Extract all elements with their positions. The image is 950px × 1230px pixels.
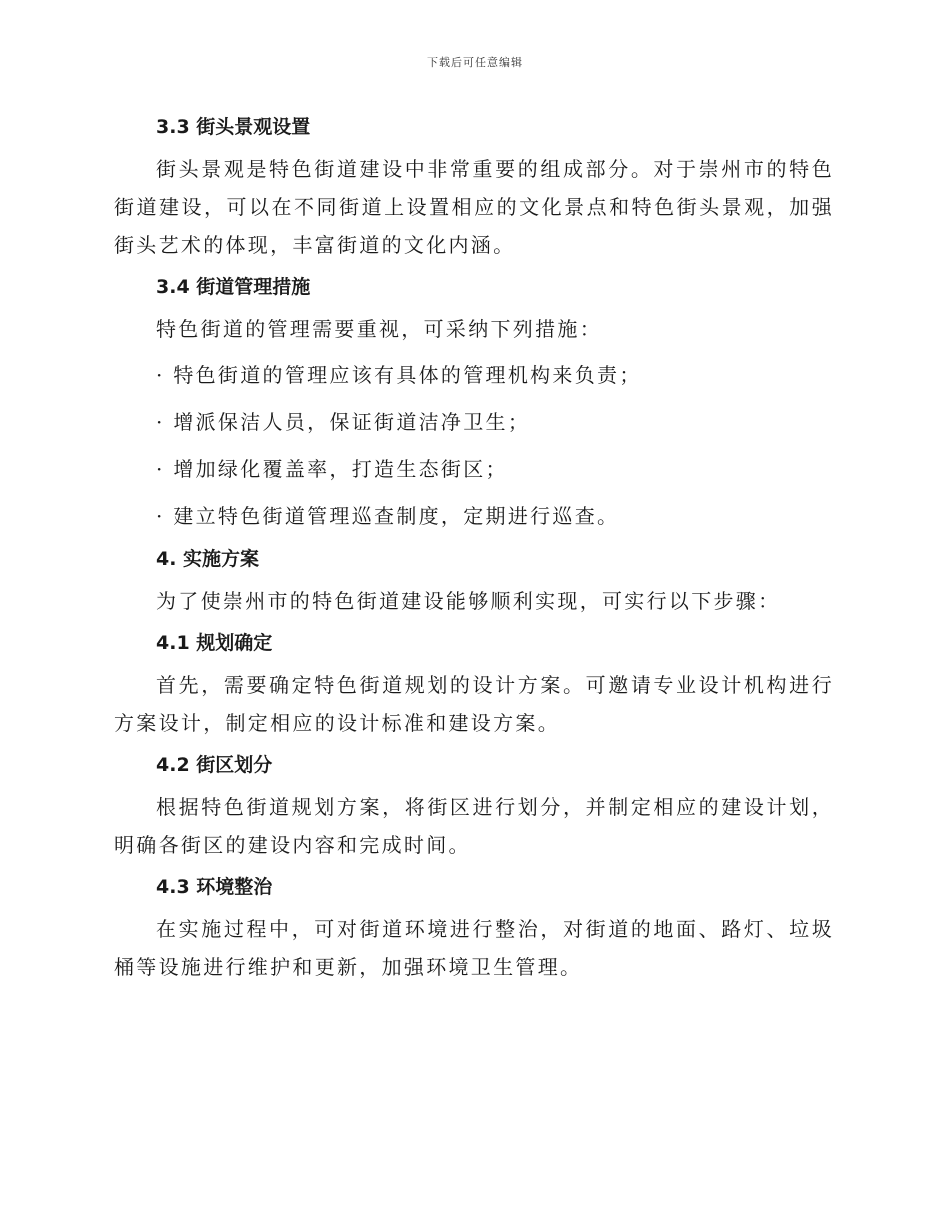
section-3-3-heading: 3.3 街头景观设置: [156, 116, 311, 138]
section-4-3-heading: 4.3 环境整治: [156, 876, 273, 898]
section-4-intro: 为了使崇州市的特色街道建设能够顺利实现，可实行以下步骤：: [156, 589, 781, 613]
section-4-2-paragraph: 根据特色街道规划方案，将街区进行划分，并制定相应的建设计划，明确各街区的建设内容和完成时间。: [114, 795, 834, 857]
section-3-4-heading: 3.4 街道管理措施: [156, 276, 311, 298]
section-4-1-heading: 4.1 规划确定: [156, 632, 273, 654]
bullet-item: · 建立特色街道管理巡查制度，定期进行巡查。: [156, 504, 620, 528]
section-3-4-intro: 特色街道的管理需要重视，可采纳下列措施：: [156, 317, 602, 341]
section-4-1-paragraph: 首先，需要确定特色街道规划的设计方案。可邀请专业设计机构进行方案设计，制定相应的设计标准和建设方案。: [114, 673, 834, 735]
section-4-2-heading: 4.2 街区划分: [156, 754, 273, 776]
bullet-item: · 增加绿化覆盖率，打造生态街区；: [156, 457, 508, 481]
bullet-item: · 增派保洁人员，保证街道洁净卫生；: [156, 410, 531, 434]
section-3-3-paragraph: 街头景观是特色街道建设中非常重要的组成部分。对于崇州市的特色街道建设，可以在不同街道上设置相应的文化景点和特色街头景观，加强街头艺术的体现，丰富街道的文化内涵。: [114, 157, 834, 257]
section-4-3-paragraph: 在实施过程中，可对街道环境进行整治，对街道的地面、路灯、垃圾桶等设施进行维护和更新，加强环境卫生管理。: [114, 917, 834, 979]
document-body: [114, 112, 834, 994]
section-4-heading: 4. 实施方案: [156, 548, 260, 570]
bullet-item: · 特色街道的管理应该有具体的管理机构来负责；: [156, 363, 642, 387]
page-header-note: 下载后可任意编辑: [427, 56, 523, 69]
